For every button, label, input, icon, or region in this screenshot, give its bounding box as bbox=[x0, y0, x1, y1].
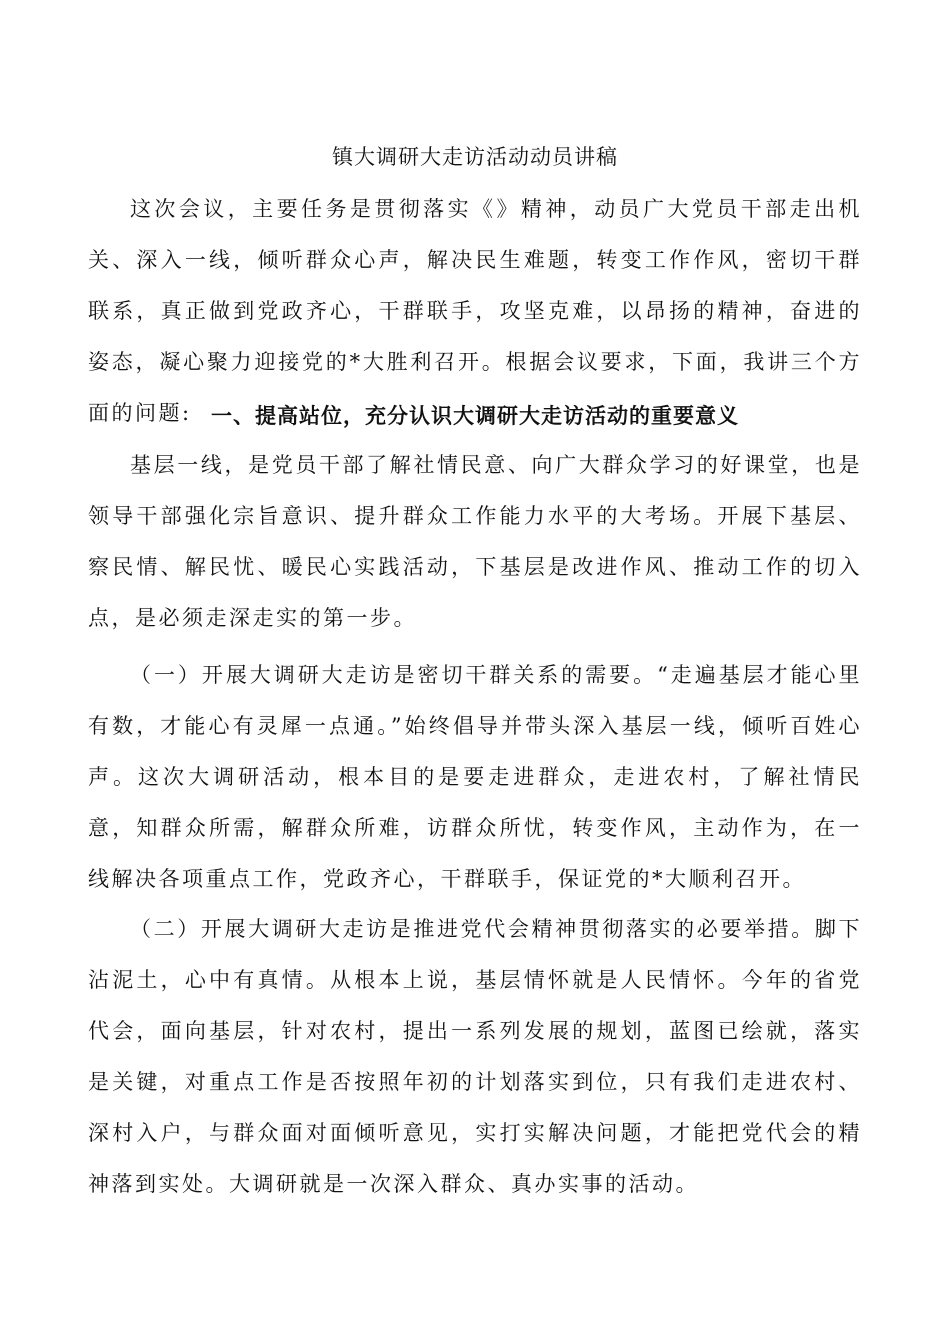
paragraph-subsection-2: （二）开展大调研大走访是推进党代会精神贯彻落实的必要举措。脚下沾泥土，心中有真情。从根本上说，基层情怀就是人民情怀。今年的省党代会，面向基层，针对农村，提出一系列发展的规划，蓝图已绘就，落实是关键，对重点工作是否按照年初的计划落实到位，只有我们走进农村、深村入户，与群众面对面倾听意见，实打实解决问题，才能把党代会的精神落到实处。大调研就是一次深入群众、真办实事的活动。 bbox=[88, 917, 862, 1196]
paragraph-grassroots: 基层一线，是党员干部了解社情民意、向广大群众学习的好课堂，也是领导干部强化宗旨意识、提升群众工作能力水平的大考场。开展下基层、察民情、解民忧、暖民心实践活动，下基层是改进作风、推动工作的切入点，是必须走深走实的第一步。 bbox=[88, 453, 862, 630]
document-title: 镇大调研大走访活动动员讲稿 bbox=[332, 145, 618, 169]
paragraph-subsection-1: （一）开展大调研大走访是密切干群关系的需要。“走遍基层才能心里有数，才能心有灵犀一点通。”始终倡导并带头深入基层一线，倾听百姓心声。这次大调研活动，根本目的是要走进群众，走进农村，了解社情民意，知群众所需，解群众所难，访群众所忧，转变作风，主动作为，在一线解决各项重点工作，党政齐心，干群联手，保证党的*大顺利召开。 bbox=[88, 663, 862, 891]
section-heading-1: 一、提高站位，充分认识大调研大走访活动的重要意义 bbox=[211, 404, 739, 428]
intro-paragraph: 这次会议，主要任务是贯彻落实《》精神，动员广大党员干部走出机关、深入一线，倾听群众心声，解决民生难题，转变工作作风，密切干群联系，真正做到党政齐心，干群联手，攻坚克难，以昂扬的精神，奋进的姿态，凝心聚力迎接党的*大胜利召开。根据会议要求，下面，我讲三个方面的问题: bbox=[88, 197, 862, 425]
